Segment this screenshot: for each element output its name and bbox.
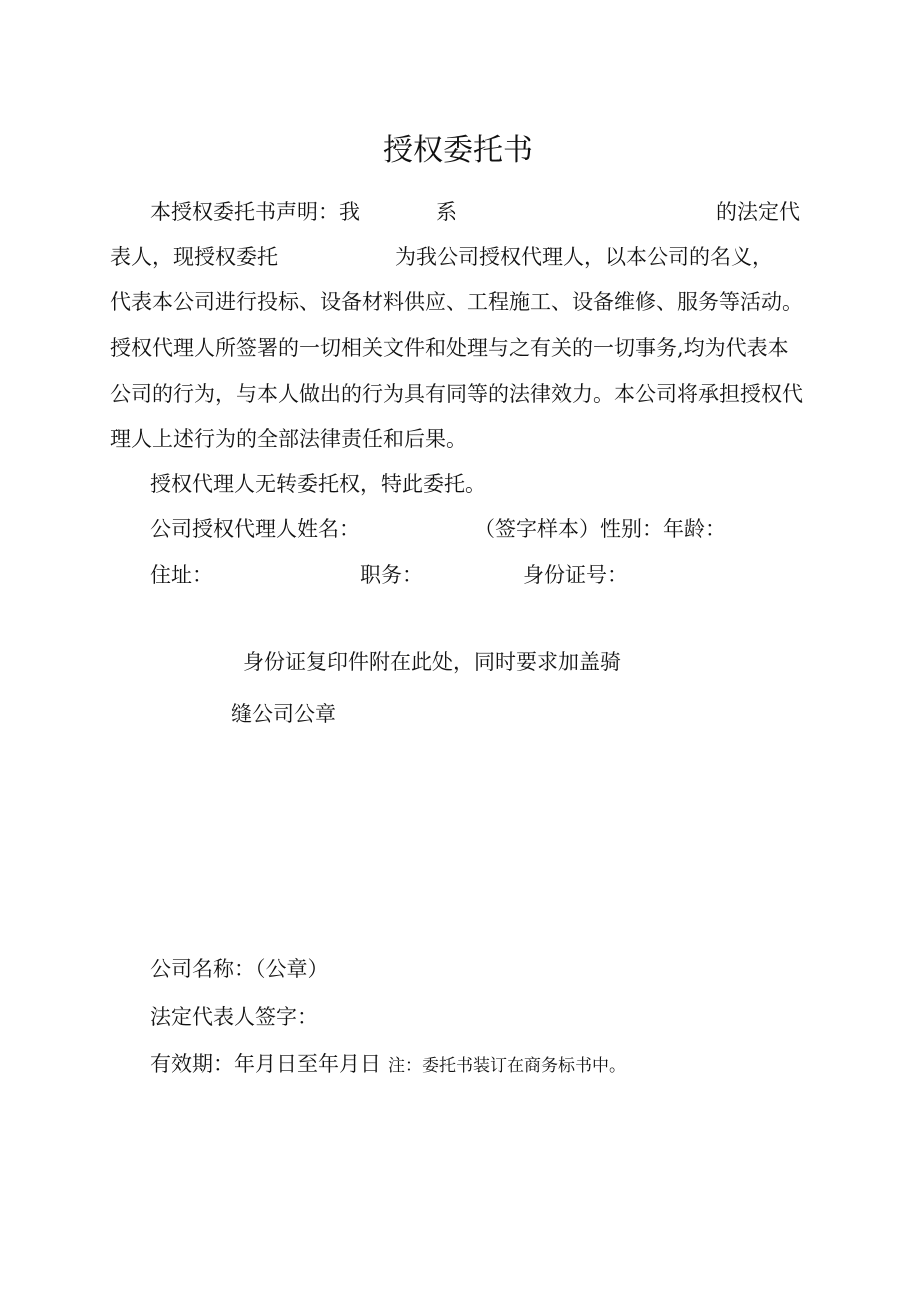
agent-name-label: 公司授权代理人姓名： <box>150 517 360 541</box>
authorization-prefix: 表人，现授权委托 <box>110 245 278 269</box>
signature-sample-label: （签字样本） <box>474 517 600 541</box>
body-line-2: 授权代理人所签署的一切相关文件和处理与之有关的一切事务,均为代表本 <box>110 336 789 360</box>
address-label: 住址： <box>150 563 213 587</box>
gender-age-label: 性别：年龄： <box>600 517 726 541</box>
validity-label: 有效期：年月日至年月日 <box>150 1052 381 1076</box>
legal-rep-signature-label: 法定代表人签字： <box>150 1005 318 1029</box>
body-line-1: 代表本公司进行投标、设备材料供应、工程施工、设备维修、服务等活动。 <box>110 290 803 314</box>
body-line-4: 理人上述行为的全部法律责任和后果。 <box>110 427 467 451</box>
declaration-mid: 系 <box>436 200 457 224</box>
id-copy-note-line-1: 身份证复印件附在此处，同时要求加盖骑 <box>243 650 621 674</box>
declaration-suffix: 的法定代 <box>716 200 800 224</box>
document-title: 授权委托书 <box>383 133 533 168</box>
authorization-suffix: 为我公司授权代理人，以本公司的名义， <box>395 245 773 269</box>
id-copy-note-line-2: 缝公司公章 <box>231 702 336 726</box>
binding-note: 注：委托书装订在商务标书中。 <box>388 1056 626 1076</box>
id-number-label: 身份证号： <box>523 563 628 587</box>
position-label: 职务： <box>360 563 423 587</box>
body-line-3: 公司的行为，与本人做出的行为具有同等的法律效力。本公司将承担授权代 <box>110 382 803 406</box>
company-name-label: 公司名称：（公章） <box>150 957 329 981</box>
no-transfer-statement: 授权代理人无转委托权，特此委托。 <box>150 472 486 496</box>
declaration-prefix: 本授权委托书声明：我 <box>150 200 360 224</box>
